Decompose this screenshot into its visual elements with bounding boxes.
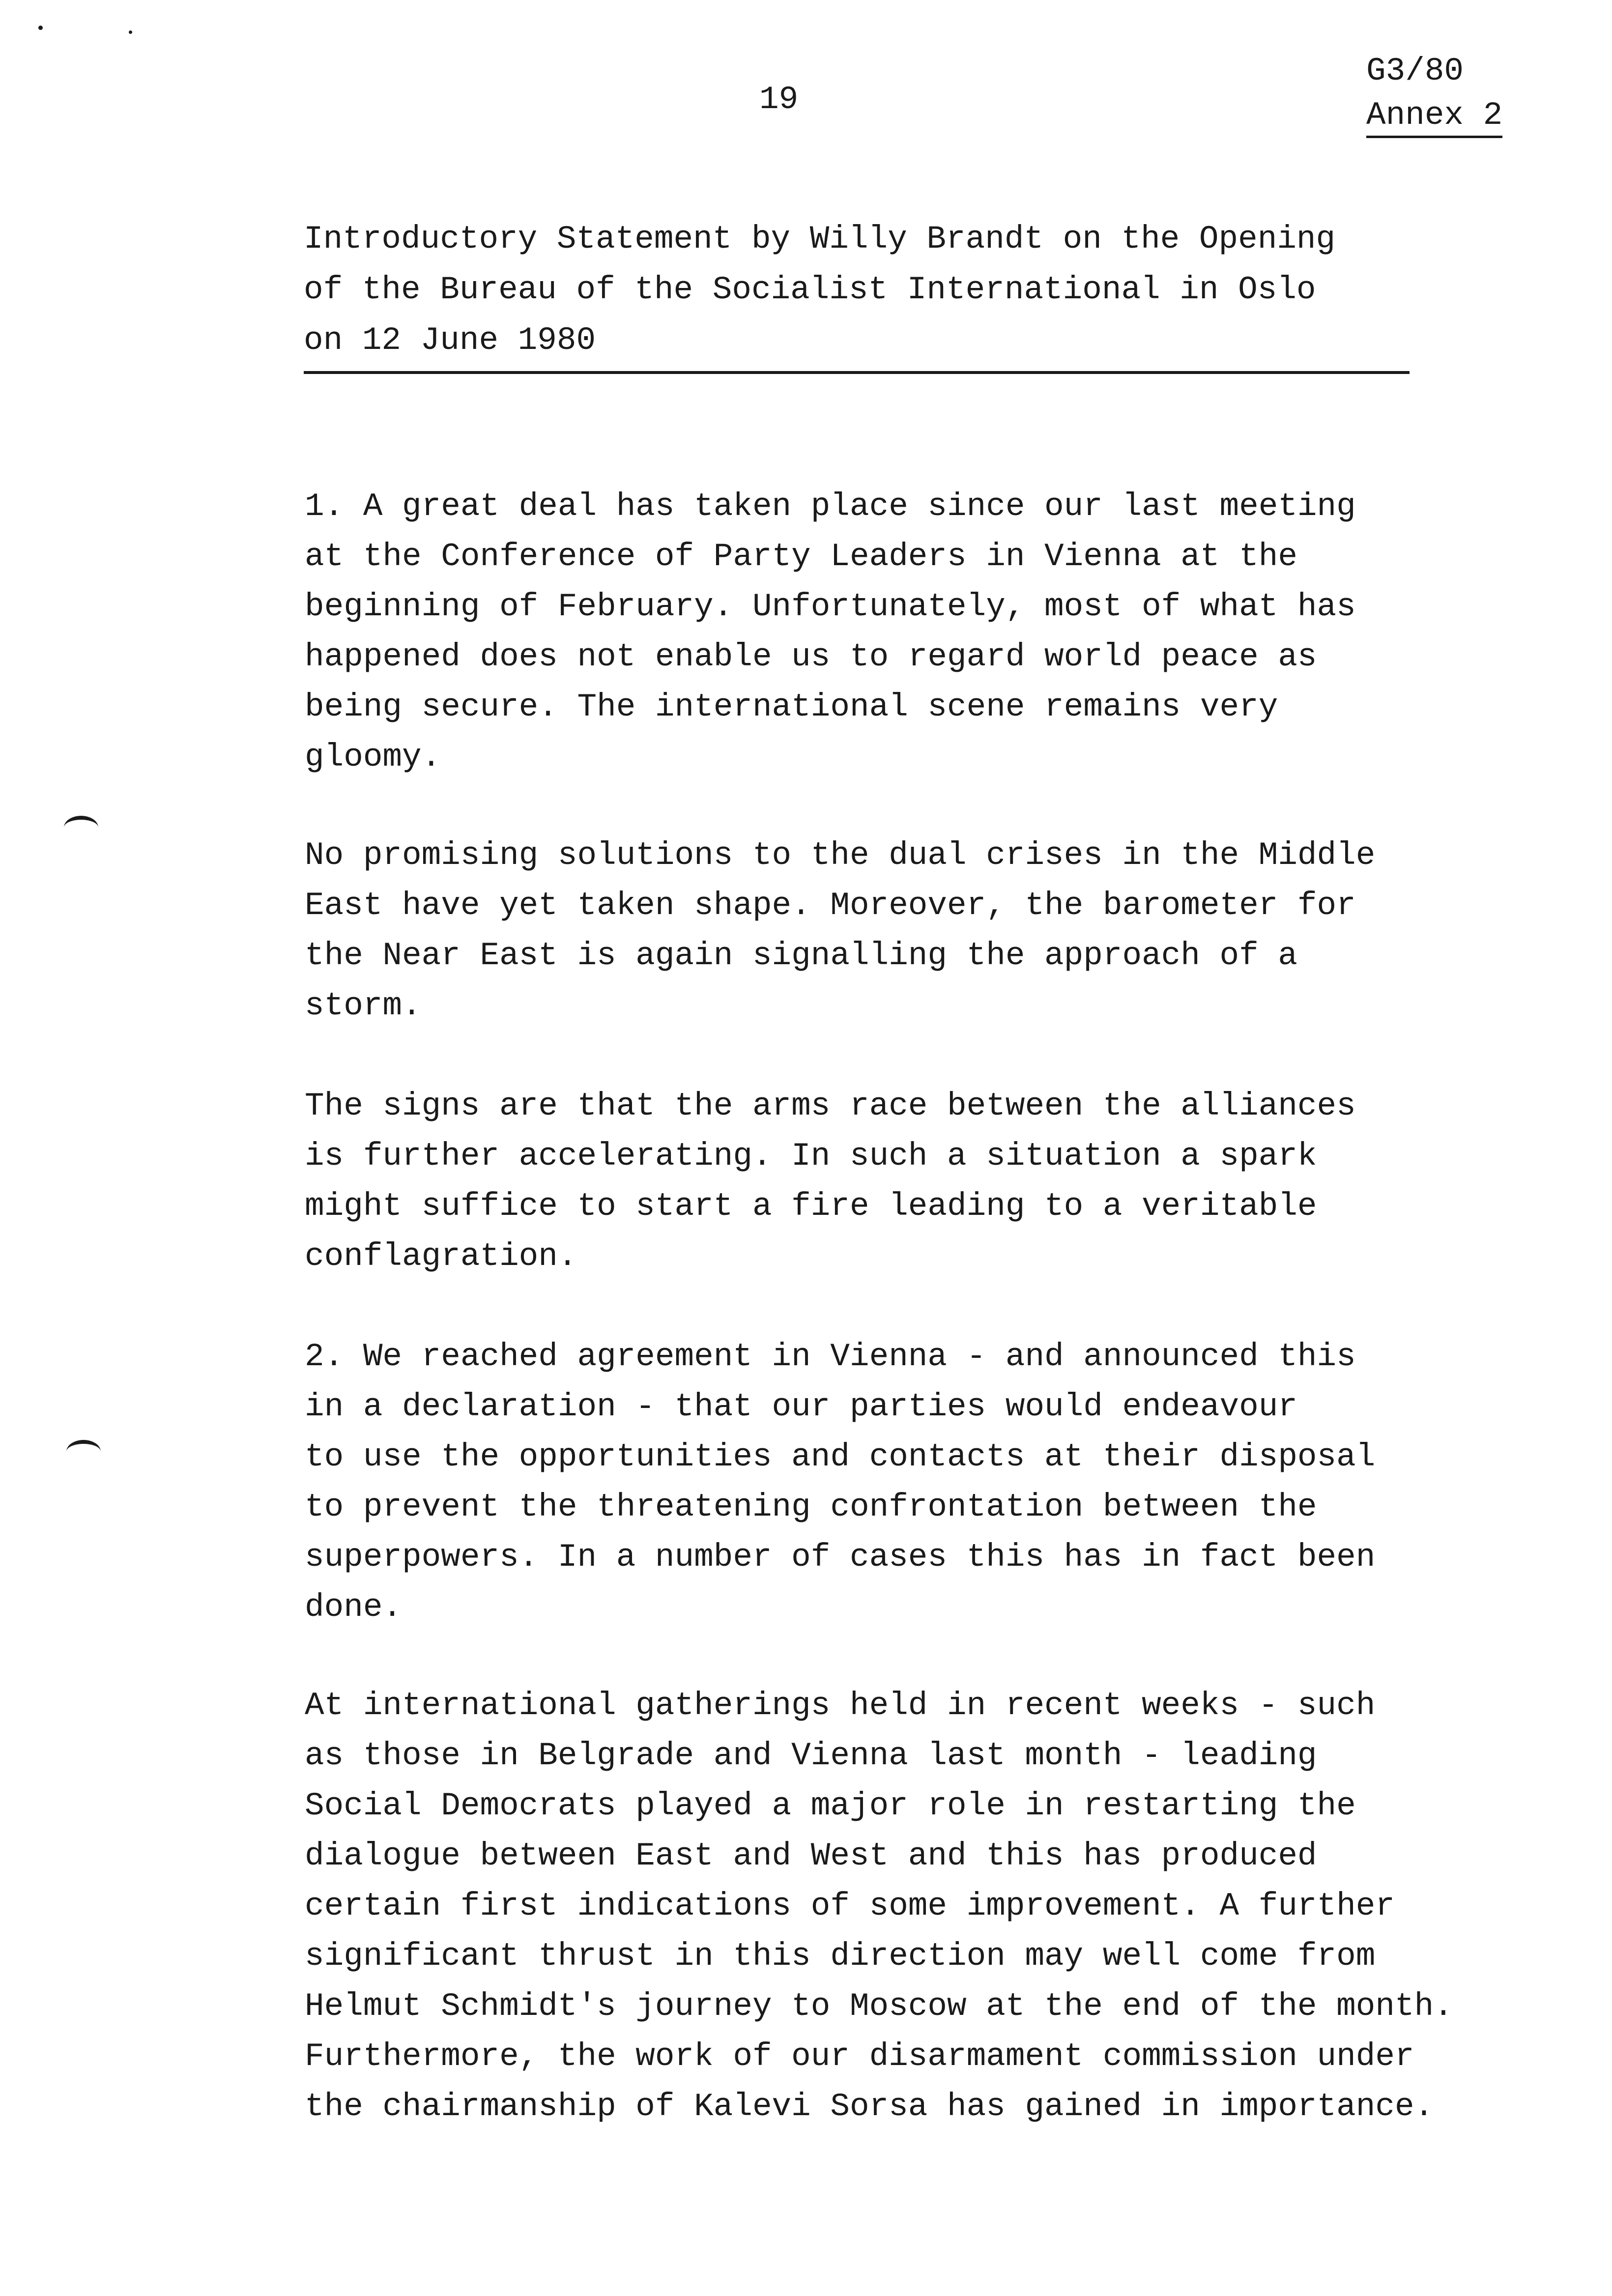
document-title: Introductory Statement by Willy Brandt on the Opening of the Bureau of the Socialist International in Oslo on 12 June 1980 — [304, 221, 1336, 359]
annex-label: Annex 2 — [1366, 95, 1502, 138]
paragraph-3: The signs are that the arms race between the alliances is further accelerating. In such a situation a spark might suffice to start a fire leading to a veritable conflagration. — [305, 1088, 1356, 1275]
document-reference — [1366, 49, 1502, 138]
punch-hole-mark — [66, 1440, 101, 1464]
paragraph-4: 2. We reached agreement in Vienna - and announced this in a declaration - that our parties would endeavour to use the opportunities and contacts at their disposal to prevent the threatening confrontation between the superpowers. In a number of cases this has in fact been done. — [305, 1338, 1376, 1626]
paragraph-5: At international gatherings held in recent weeks - such as those in Belgrade and Vienna last month - leading Social Democrats played a major role in restarting the dialogue between East and West and this has produced certain first indications of some improvement. A further significant thrust in this direction may well come from Helmut Schmidt's journey to Moscow at the end of the month. Furthermore, the work of our disarmament commission under the chairmanship of Kalevi Sorsa has gained in importance. — [305, 1687, 1453, 2125]
scan-speck — [129, 30, 132, 34]
reference-code: G3/80 — [1366, 53, 1464, 89]
paragraph-2: No promising solutions to the dual crises in the Middle East have yet taken shape. Moreover, the barometer for the Near East is again signalling the approach of a storm. — [305, 837, 1376, 1024]
punch-hole-mark — [64, 816, 98, 839]
title-underline — [304, 371, 1410, 374]
page-number: 19 — [759, 81, 799, 118]
scan-speck — [38, 26, 43, 30]
paragraph-1: 1. A great deal has taken place since our last meeting at the Conference of Party Leaders in Vienna at the beginning of February. Unfortunately, most of what has happened does not enable us to regard world peace as being secure. The international scene remains very gloomy. — [305, 488, 1356, 775]
